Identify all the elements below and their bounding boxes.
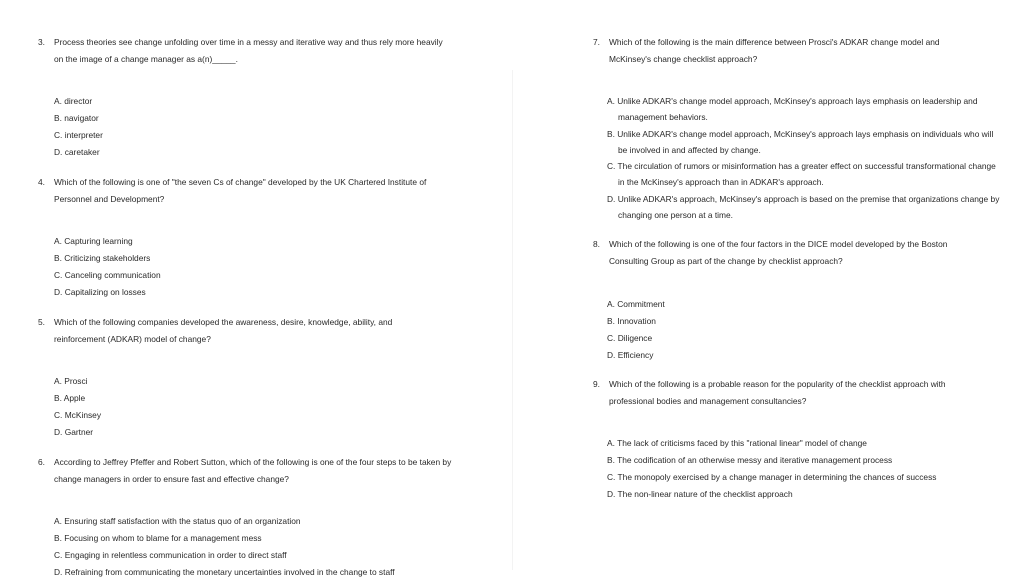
option[interactable]: C. The monopoly exercised by a change manager in determining the chances of success	[607, 472, 937, 482]
option[interactable]: D. Gartner	[54, 427, 94, 437]
option[interactable]: A. The lack of criticisms faced by this "rational linear" model of change	[607, 438, 867, 448]
option[interactable]: C. Canceling communication	[54, 270, 161, 280]
option[interactable]: C. interpreter	[54, 130, 103, 140]
question-number: 4.	[38, 177, 45, 187]
question-7	[593, 34, 979, 67]
option[interactable]: D. caretaker	[54, 147, 100, 157]
question-6	[38, 454, 454, 487]
question-7-options	[607, 93, 1002, 223]
question-9	[593, 376, 984, 409]
question-number: 6.	[38, 457, 45, 467]
question-number: 8.	[593, 239, 600, 249]
option[interactable]: D. Refraining from communicating the monetary uncertainties involved in the change to staff	[54, 567, 395, 577]
option[interactable]: B. Focusing on whom to blame for a management mess	[54, 533, 262, 543]
option[interactable]: B. The codification of an otherwise messy and iterative management process	[607, 455, 893, 465]
option[interactable]: D. Efficiency	[607, 350, 654, 360]
option[interactable]: A. Commitment	[607, 299, 665, 309]
option[interactable]: D. Unlike ADKAR's approach, McKinsey's approach is based on the premise that organizations change by changing one person at a time.	[607, 193, 1000, 221]
option[interactable]: B. navigator	[54, 113, 99, 123]
question-4	[38, 174, 434, 207]
option[interactable]: D. The non-linear nature of the checklist approach	[607, 489, 793, 499]
question-5-options	[54, 373, 101, 441]
option[interactable]: C. McKinsey	[54, 410, 102, 420]
option[interactable]: B. Apple	[54, 393, 86, 403]
question-number: 7.	[593, 37, 600, 47]
option[interactable]: A. director	[54, 96, 93, 106]
option[interactable]: D. Capitalizing on losses	[54, 287, 146, 297]
option[interactable]: A. Prosci	[54, 376, 88, 386]
option[interactable]: A. Unlike ADKAR's change model approach, McKinsey's approach lays emphasis on leadership and management behaviors.	[607, 96, 978, 123]
question-3-options	[54, 93, 103, 161]
question-text: Which of the following is a probable reason for the popularity of the checklist approach with professional bodies and management consultancies?	[609, 379, 946, 406]
column-divider	[512, 70, 513, 570]
question-text: Which of the following companies developed the awareness, desire, knowledge, ability, and reinforcement (ADKAR) model of change?	[54, 317, 393, 344]
option[interactable]: C. The circulation of rumors or misinformation has a greater effect on successful transformational change in the McKinsey's approach than in ADKAR's approach.	[607, 161, 996, 188]
question-8-options	[607, 296, 665, 364]
question-5	[38, 314, 444, 347]
option[interactable]: C. Engaging in relentless communication in order to direct staff	[54, 550, 287, 560]
question-text: Which of the following is one of "the seven Cs of change" developed by the UK Chartered Institute of Personnel and Development?	[54, 177, 427, 204]
question-number: 5.	[38, 317, 45, 327]
question-4-options	[54, 233, 161, 301]
option[interactable]: B. Unlike ADKAR's change model approach, McKinsey's approach lays emphasis on individuals who will be involved in and affected by change.	[607, 128, 994, 155]
question-3	[38, 34, 454, 67]
option[interactable]: B. Criticizing stakeholders	[54, 253, 151, 263]
question-number: 3.	[38, 37, 45, 47]
question-8	[593, 236, 979, 269]
option[interactable]: B. Innovation	[607, 316, 656, 326]
question-text: Which of the following is the main difference between Prosci's ADKAR change model and McKinsey's change checklist approach?	[609, 37, 940, 64]
question-text: Process theories see change unfolding over time in a messy and iterative way and thus rely more heavily on the image of a change manager as a(n)_____.	[54, 37, 443, 64]
question-number: 9.	[593, 379, 600, 389]
question-text: Which of the following is one of the four factors in the DICE model developed by the Boston Consulting Group as part of the change by checklist approach?	[609, 239, 948, 266]
option[interactable]: A. Capturing learning	[54, 236, 133, 246]
option[interactable]: C. Diligence	[607, 333, 653, 343]
question-9-options	[607, 435, 936, 503]
question-6-options	[54, 513, 395, 581]
option[interactable]: A. Ensuring staff satisfaction with the status quo of an organization	[54, 516, 301, 526]
question-text: According to Jeffrey Pfeffer and Robert Sutton, which of the following is one of the four steps to be taken by change managers in order to ensure fast and effective change?	[54, 457, 452, 484]
